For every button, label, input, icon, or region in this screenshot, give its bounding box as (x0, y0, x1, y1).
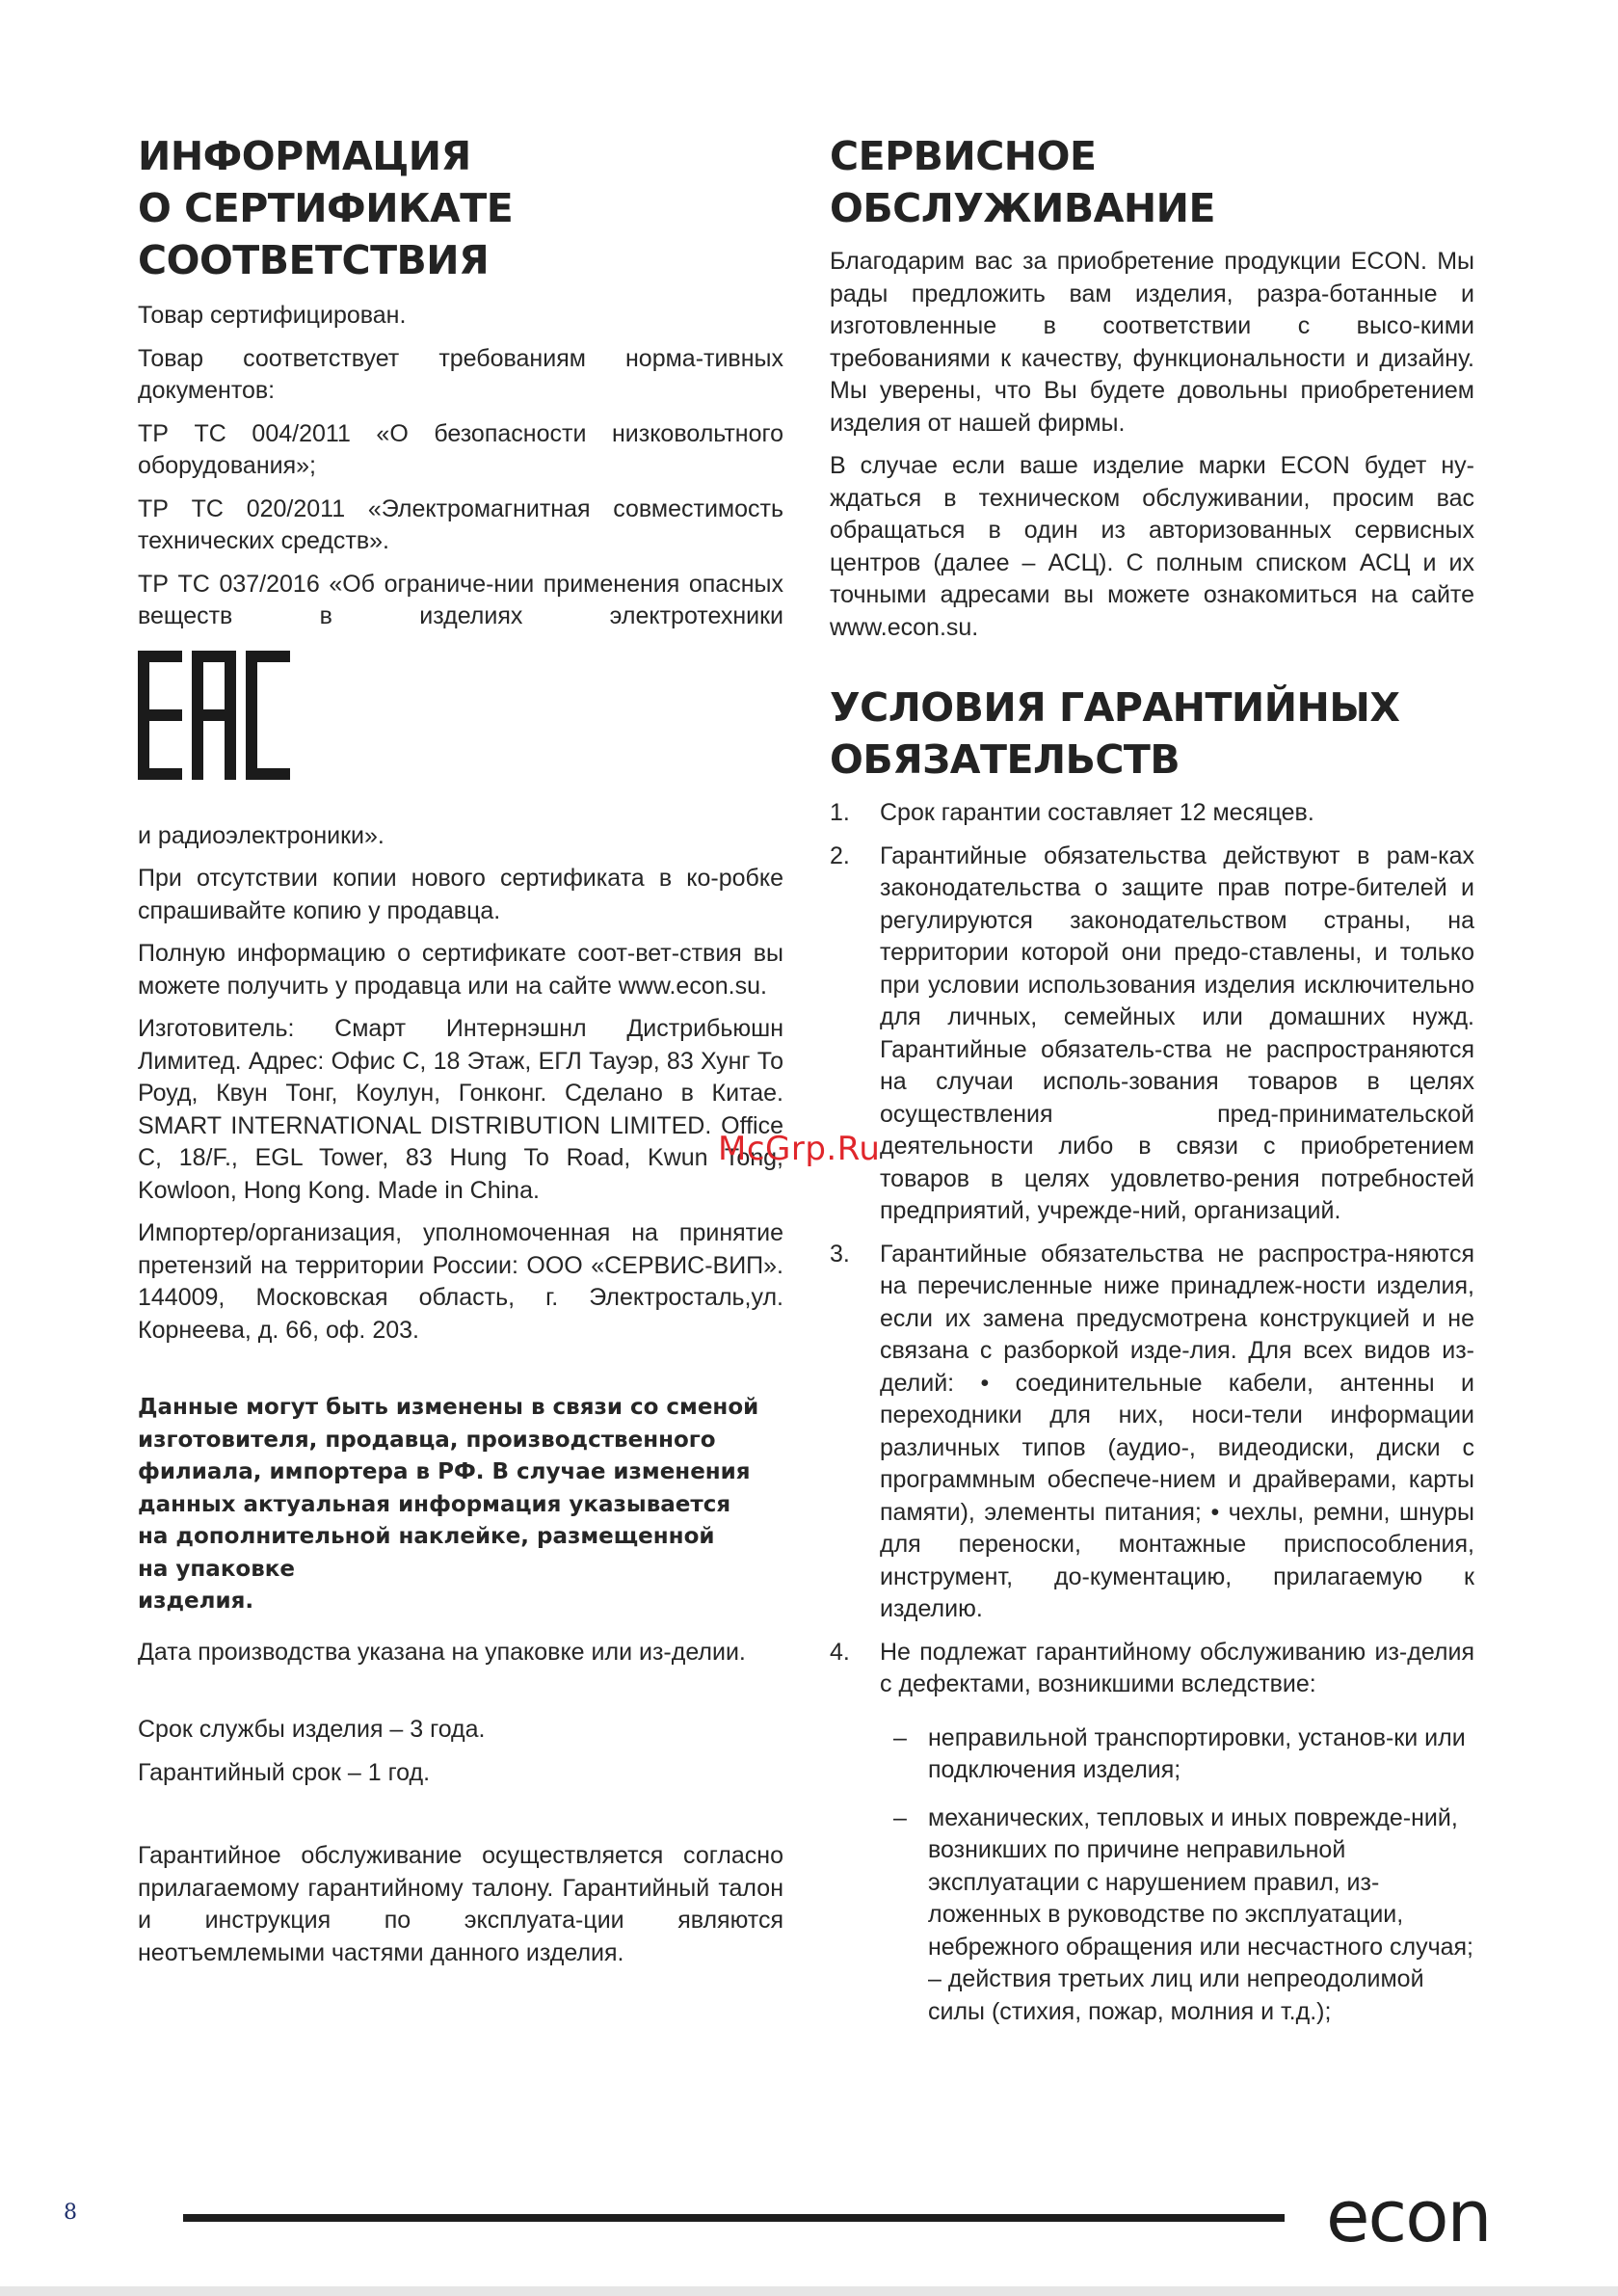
list-item (830, 1637, 1474, 2029)
paragraph-tr-004: ТР ТС 004/2011 «О безопасности низковольтного оборудования»; (138, 419, 783, 479)
paragraph-copy: При отсутствии копии нового сертификата в ко-робке спрашивайте копию у продавца. (138, 865, 783, 924)
paragraph-requirements: Товар соответствует требованиям норма-тивных документов: (138, 344, 783, 404)
notice-bold: Данные могут быть изменены в связи со сменой изготовителя, продавца, производственного филиала, импортера в РФ. В случае изменения данных актуальная информация указывается на дополнительной наклейке, размещенной на упаковке изделия. (138, 1395, 759, 1614)
econ-logo: econ (1326, 2176, 1491, 2258)
dash-marker: – (893, 1723, 907, 1751)
defect-sublist (880, 1722, 1474, 2029)
paragraph-warranty-period: Гарантийный срок – 1 год. (138, 1758, 431, 1786)
service-paragraph-thanks: Благодарим вас за приобретение продукции ECON. Мы рады предложить вам изделия, разра-ботанные и изготовленные в соответствии с высо-кими требованиями к качеству, функциональности и дизайну. Мы уверены, что Вы будете довольны приобретением изделия от нашей фирмы. (830, 248, 1474, 437)
bottom-edge (0, 2286, 1618, 2296)
list-text: Срок гарантии составляет 12 месяцев. (880, 799, 1314, 826)
paragraph-certified: Товар сертифицирован. (138, 302, 407, 329)
right-column (830, 130, 1474, 2043)
list-item (830, 1239, 1474, 1626)
eac-mark-icon (138, 651, 290, 780)
paragraph-importer: Импортер/организация, уполномоченная на принятие претензий на территории России: ООО «СЕРВИС-ВИП». 144009, Московская область, г. Электросталь,ул. Корнеева, д. 66, оф. 203. (138, 1219, 783, 1344)
certificate-heading (138, 130, 783, 286)
list-item (830, 841, 1474, 1228)
paragraph-warranty-service: Гарантийное обслуживание осуществляется согласно прилагаемому гарантийному талону. Гарантийный талон и инструкция по эксплуата-ции являются неотъемлемыми частями данного изделия. (138, 1842, 783, 1966)
service-heading: СЕРВИСНОЕ ОБСЛУЖИВАНИЕ (830, 133, 1215, 231)
list-number: 4. (830, 1638, 850, 1666)
list-number: 1. (830, 799, 850, 826)
sublist-item (880, 1722, 1474, 1787)
left-column (138, 130, 783, 1980)
list-text: Гарантийные обязательства действуют в рам-ках законодательства о защите прав потре-бителей и регулируются законодательством страны, на территории которой они предо-ставлены, и только при условии использования изделия исключительно для личных, семейных или домашних нужд. Гарантийные обязатель-ства не распространяются на случаи исполь-зования товаров в целях осуществления пред-принимательской деятельности либо в связи с приобретением товаров в целях удовлетво-рения потребностей предприятий, учрежде-ний, организаций. (880, 841, 1474, 1224)
heading-line: О СЕРТИФИКАТЕ (138, 185, 514, 231)
paragraph-service-life: Срок службы изделия – 3 года. (138, 1716, 486, 1743)
heading-line: ИНФОРМАЦИЯ (138, 133, 471, 179)
service-paragraph-centers: В случае если ваше изделие марки ECON будет ну-ждаться в техническом обслуживании, просим вас обращаться в один из авторизованных сервисных центров (далее – АСЦ). С полным списком АСЦ и их точными адресами вы можете ознакомиться на сайте www.econ.su. (830, 452, 1474, 641)
warranty-list (830, 797, 1474, 2028)
sublist-text: механических, тепловых и иных поврежде-ний, возникших по причине неправильной эксплуатации с нарушением правил, из-ложенных в руководстве по эксплуатации, небрежного обращения или несчастного случая; – действия третьих лиц или непреодолимой силы (стихия, пожар, молния и т.д.); (928, 1803, 1474, 2025)
sublist-text: неправильной транспортировки, установ-ки или подключения изделия; (928, 1723, 1466, 1783)
footer-divider (183, 2214, 1285, 2222)
paragraph-info: Полную информацию о сертификате соот-вет-ствия вы можете получить у продавца или на сайте www.econ.su. (138, 940, 783, 1000)
sublist-item (880, 1802, 1474, 2029)
watermark: McGrp.Ru (718, 1130, 881, 1168)
heading-line: СООТВЕТСТВИЯ (138, 237, 490, 283)
dash-marker: – (893, 1803, 907, 1831)
paragraph-tr-037: ТР ТС 037/2016 «Об ограниче-нии применения опасных веществ в изделиях электротехники (138, 570, 783, 629)
list-number: 3. (830, 1240, 850, 1268)
paragraph-manufacturer: Изготовитель: Смарт Интернэшнл Дистрибьюшн Лимитед. Адрес: Офис С, 18 Этаж, ЕГЛ Тауэр, 83 Хунг То Роуд, Квун Тонг, Коулун, Гонконг. Сделано в Китае. SMART INTERNATIONAL DISTRIBUTION LIMITED. Office C, 18/F., EGL Tower, 83 Hung To Road, Kwun Tong, Kowloon, Hong Kong. Made in China. (138, 1015, 783, 1204)
list-text: Не подлежат гарантийному обслуживанию из-делия с дефектами, возникшими вследствие: (880, 1638, 1474, 1697)
page-number: 8 (64, 2201, 77, 2225)
paragraph-production-date: Дата производства указана на упаковке или из-делии. (138, 1638, 746, 1666)
list-item (830, 797, 1474, 830)
list-number: 2. (830, 841, 850, 869)
warranty-heading: УСЛОВИЯ ГАРАНТИЙНЫХ ОБЯЗАТЕЛЬСТВ (830, 684, 1400, 783)
list-text: Гарантийные обязательства не распростра-няются на перечисленные ниже принадлеж-ности изделия, если их замена предусмотрена конструкцией и не связана с разборкой изде-лия. Для всех видов из-делий: • соединительные кабели, антенны и переходники для них, носи-тели информации различных типов (аудио-, видеодиски, диски с программным обеспече-нием и драйверами, карты памяти), элементы питания; • чехлы, ремни, шнуры для переноски, монтажные приспособления, инструмент, до-кументацию, прилагаемую к изделию. (880, 1240, 1474, 1622)
paragraph-radio: и радиоэлектроники». (138, 821, 385, 849)
paragraph-tr-020: ТР ТС 020/2011 «Электромагнитная совместимость технических средств». (138, 494, 783, 554)
